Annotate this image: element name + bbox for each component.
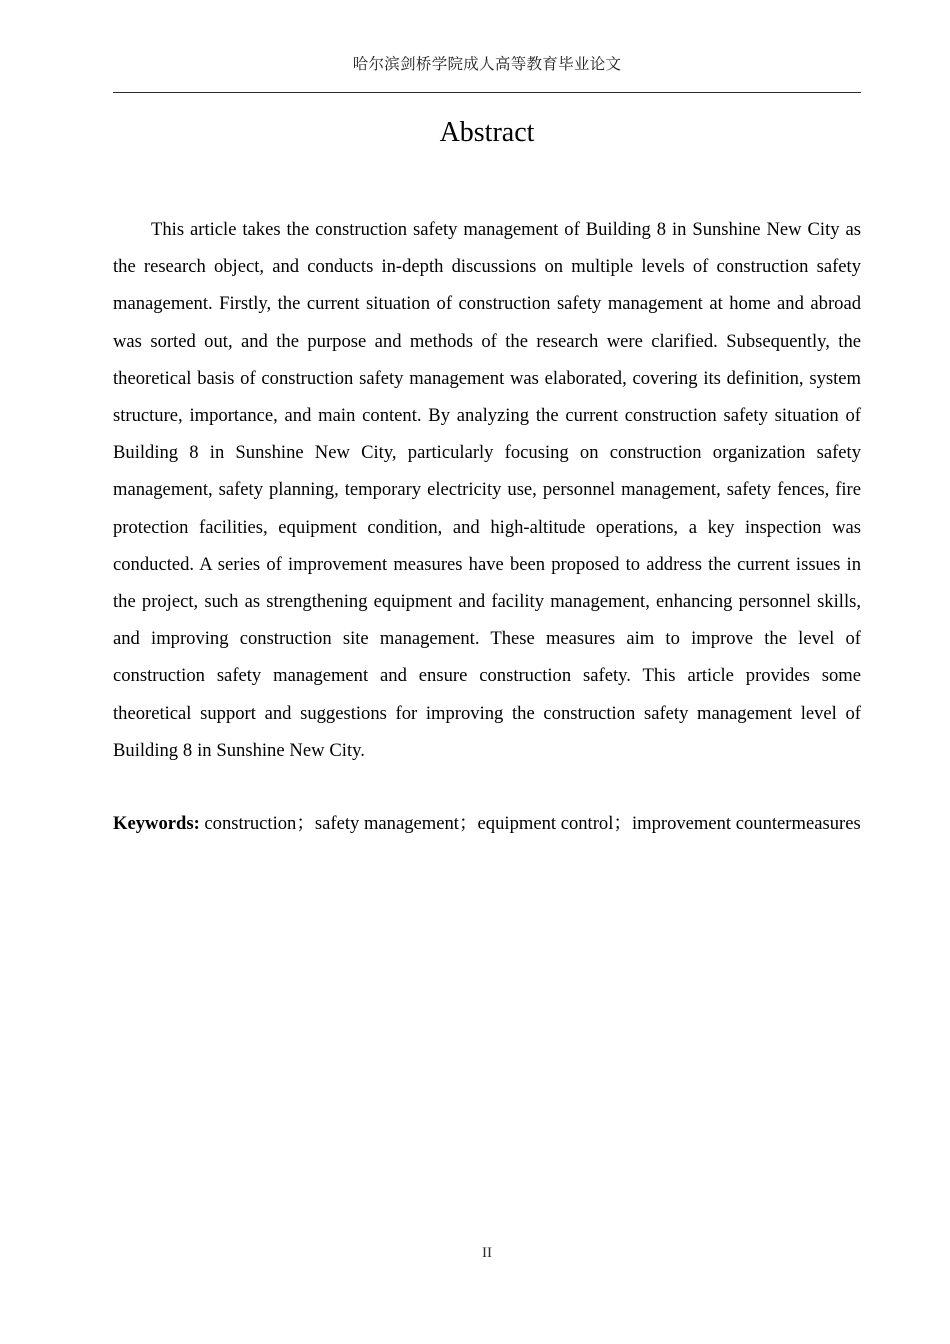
keywords-value: construction；safety management；equipment control；improvement countermeasures <box>199 813 861 835</box>
keywords-label: Keywords: <box>113 813 200 835</box>
page-title: Abstract <box>439 117 535 148</box>
abstract-paragraph: This article takes the construction safety management of Building 8 in Sunshine New City as the research object, and conducts in-depth discussions on multiple levels of construction safety management. Firstly, the current situation of construction safety management at home and abroad was sorted out, and the purpose and methods of the research were clarified. Subsequently, the theoretical basis of construction safety management was elaborated, covering its definition, system structure, importance, and main content. By analyzing the current construction safety situation of Building 8 in Sunshine New City, particularly focusing on construction organization safety management, safety planning, temporary electricity use, personnel management, safety fences, fire protection facilities, equipment condition, and high-altitude operations, a key inspection was conducted. A series of improvement measures have been proposed to address the current issues in the project, such as strengthening equipment and facility management, enhancing personnel skills, and improving construction site management. These measures aim to improve the level of construction safety management and ensure construction safety. This article provides some theoretical support and suggestions for improving the construction safety management level of Building 8 in Sunshine New City. <box>113 219 861 761</box>
keywords-line <box>113 805 861 842</box>
running-header-text: 哈尔滨剑桥学院成人高等教育毕业论文 <box>352 56 622 73</box>
page-content <box>113 113 861 842</box>
header-divider-rule <box>113 92 861 93</box>
running-header <box>113 54 861 76</box>
page-footer <box>113 1243 861 1263</box>
page-number: II <box>482 1245 492 1261</box>
